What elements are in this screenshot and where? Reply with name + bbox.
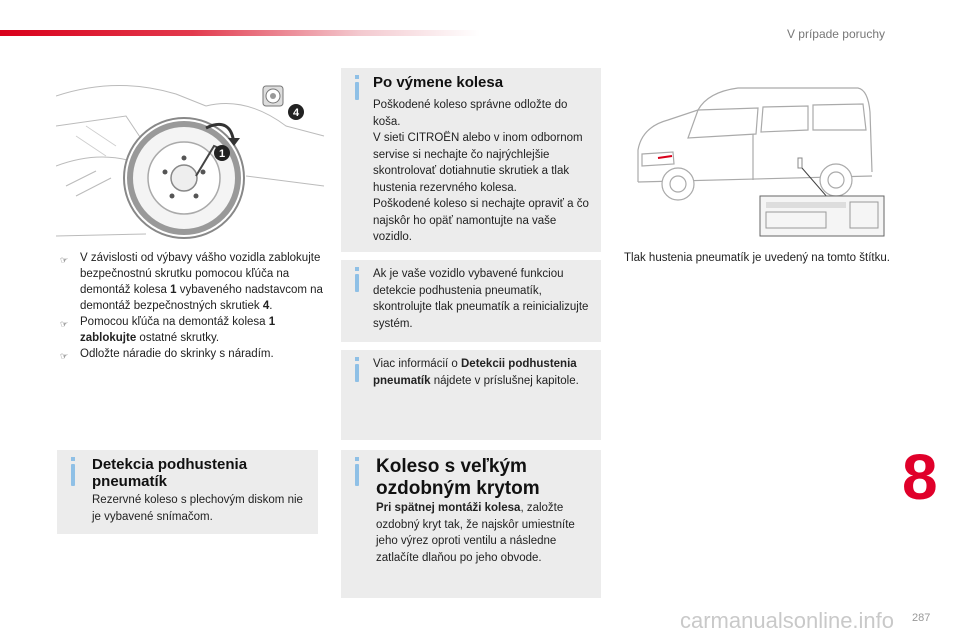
detekcia-title: Detekcia podhustenia pneumatík <box>92 456 248 490</box>
info-icon <box>355 82 359 100</box>
list-item: ☞ V závislosti od výbavy vášho vozidla zablokujte bezpečnostnú skrutku pomocou kľúča na demontáž kolesa 1 vybaveného nadstavcom na demontáž bezpečnostných skrutiek 4. <box>60 252 323 312</box>
viac-text: Viac informácií o Detekcii podhustenia pneumatík nájdete v príslušnej kapitole. <box>373 358 579 387</box>
section-title: V prípade poruchy <box>786 27 885 41</box>
po-vymene-text: Poškodené koleso správne odložte do koša. V sieti CITROËN alebo v inom odbornom servise si nechajte čo najrýchlejšie skontrolovať dotiahnutie skrutiek a tlak hustenia rezervného kolesa. Poškodené koleso si nechajte opraviť a čo najskôr ho opäť namontujte na vaše vozidlo. <box>373 99 589 243</box>
bullet-arrow-icon: ☞ <box>60 255 69 265</box>
badge-1-label: 1 <box>218 148 226 160</box>
chapter-number: 8 <box>902 441 938 513</box>
po-vymene-title: Po výmene kolesa <box>373 74 504 91</box>
koleso-text: Pri spätnej montáži kolesa, založte ozdobný kryt tak, že najskôr umiestníte jeho výrez oproti ventilu a následne zatlačíte dlaňou po jeho obvode. <box>376 502 575 564</box>
wheel-removal-illustration <box>56 66 326 241</box>
steps-list <box>60 250 325 364</box>
badge-4-label: 4 <box>292 107 300 119</box>
ak-je-info-box <box>341 260 601 342</box>
detekcia-info-box <box>57 450 318 534</box>
info-icon <box>355 274 359 292</box>
info-icon <box>71 464 75 486</box>
tyre-pressure-label-icon <box>760 196 884 236</box>
header-accent-bar <box>0 30 480 36</box>
info-icon <box>355 364 359 382</box>
viac-info-box <box>341 350 601 440</box>
bullet-arrow-icon: ☞ <box>60 319 69 329</box>
list-item: ☞ Pomocou kľúča na demontáž kolesa 1 zablokujte ostatné skrutky. <box>60 316 276 344</box>
ak-je-text: Ak je vaše vozidlo vybavené funkciou detekcie podhustenia pneumatík, skontrolujte tlak pneumatík a reinicializujte systém. <box>373 268 589 330</box>
koleso-title: Koleso s veľkým ozdobným krytom <box>376 456 540 499</box>
watermark: carmanualsonline.info <box>680 608 895 633</box>
info-icon <box>355 464 359 486</box>
detekcia-text: Rezervné koleso s plechovým diskom nie je vybavené snímačom. <box>92 494 303 523</box>
bullet-arrow-icon: ☞ <box>60 351 69 361</box>
list-item: ☞ Odložte náradie do skrinky s náradím. <box>60 346 325 364</box>
page-number: 287 <box>912 612 931 624</box>
tyre-pressure-caption: Tlak hustenia pneumatík je uvedený na tomto štítku. <box>624 252 890 264</box>
koleso-info-box <box>341 450 601 598</box>
po-vymene-info-box <box>341 68 601 252</box>
van-tyre-label-illustration <box>628 72 890 242</box>
